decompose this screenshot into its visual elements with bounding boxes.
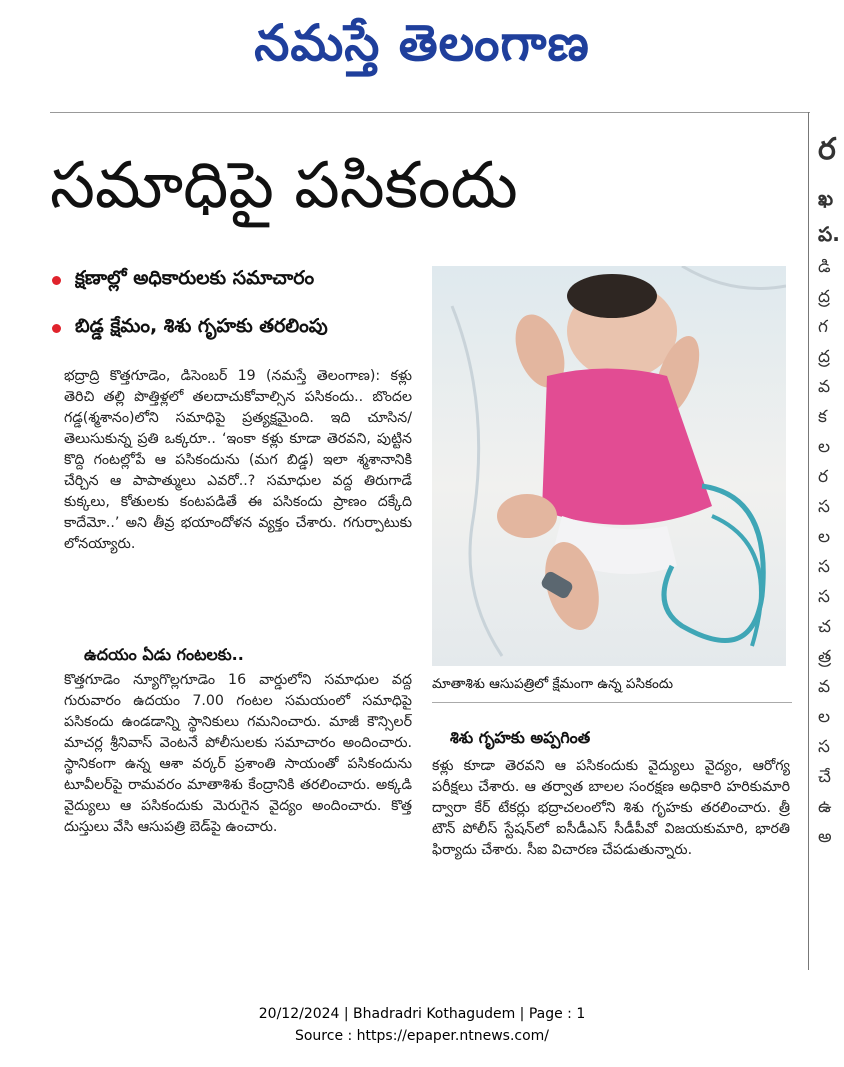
article-intro-text: భద్రాద్రి కొత్తగూడెం, డిసెంబర్ 19 (నమస్తే తెలంగాణ): కళ్లు తెరిచి తల్లి పొత్తిళ్లలో తలదాచుకోవాల్సిన పసికందు.. బొందల గడ్డ(శ్మశానం)లోని సమాధిపై ప్రత్యక్షమైంది. ఇది చూసిన/తెలుసుకున్న ప్రతి ఒక్కరూ.. ‘ఇంకా కళ్లు కూడా తెరవని, పుట్టిన కొద్ది గంటల్లోపే ఆ పసికందును (మగ బిడ్డ) ఇలా శ్మశానానికి చేర్చిన ఆ పాపాత్ములు ఎవరో..? సమాధుల వద్ద తిరుగాడే కుక్కలు, కోతులకు కంటపడితే ఈ పసికందు ప్రాణం దక్కేది కాదేమో..’ అని తీవ్ర భయాందోళన వ్యక్తం చేశారు. గగుర్పాటుకు లోనయ్యారు. xyxy=(64,368,412,552)
baby-photo xyxy=(432,266,786,666)
adjacent-text-fragment: స xyxy=(818,497,830,517)
article-para-2 xyxy=(64,670,412,946)
bullet-text: క్షణాల్లో అధికారులకు సమాచారం xyxy=(75,266,315,289)
top-divider xyxy=(50,112,810,113)
bullet-list xyxy=(52,262,422,358)
bullet-item xyxy=(52,262,422,298)
bullet-dot-icon xyxy=(52,276,61,285)
adjacent-text-fragment: ఉ xyxy=(818,797,832,817)
adjacent-subhead-fragment: ప. xyxy=(818,222,840,246)
baby-photo-illustration xyxy=(432,266,786,666)
adjacent-text-fragment: ర xyxy=(818,467,829,487)
adjacent-text-fragment: ల xyxy=(818,437,831,457)
masthead xyxy=(0,8,844,78)
adjacent-text-fragment: వ xyxy=(818,677,831,697)
adjacent-text-fragment: అ xyxy=(818,827,832,847)
adjacent-text-fragment: స xyxy=(818,557,830,577)
article-intro xyxy=(64,366,412,638)
footer-date-edition: 20/12/2024 | Bhadradri Kothagudem | Page : 1 xyxy=(258,1006,586,1022)
adjacent-text-fragment: ద్ర xyxy=(818,347,831,367)
adjacent-text-fragment: క xyxy=(818,407,827,427)
adjacent-text-fragment: ల xyxy=(818,707,831,727)
adjacent-text-fragment: ల xyxy=(818,527,831,547)
adjacent-article-strip xyxy=(818,120,844,950)
headline: సమాధిపై పసికందు xyxy=(50,149,518,223)
column-divider xyxy=(808,112,809,970)
article-para-3-text: కళ్లు కూడా తెరవని ఆ పసికందుకు వైద్యులు వైద్యం, ఆరోగ్య పరీక్షలు చేశారు. ఆ తర్వాత బాలల సంరక్షణ అధికారి హరికుమారి ద్వారా కేర్ టేకర్లు భద్రాచలంలోని శిశు గృహకు తరలించారు. త్రీ టౌన్ పోలీస్ స్టేషన్‌లో ఐసీడీఎస్ సీడీపీవో విజయకుమారి, భారతి ఫిర్యాదు చేశారు. సీఐ విచారణ చేపడుతున్నారు. xyxy=(432,758,790,858)
caption-divider xyxy=(432,702,792,703)
photo-caption: మాతాశిశు ఆసుపత్రిలో క్షేమంగా ఉన్న పసికందు xyxy=(432,676,674,692)
adjacent-subhead-fragment: ఖ xyxy=(818,186,834,210)
adjacent-text-fragment: ద్ర xyxy=(818,287,831,307)
adjacent-text-fragment: చే xyxy=(818,767,831,787)
adjacent-text-fragment: వ xyxy=(818,377,831,397)
bullet-dot-icon xyxy=(52,324,61,333)
bullet-item xyxy=(52,310,422,346)
subhead-handover: శిశు గృహకు అప్పగింత xyxy=(450,728,591,747)
footer-source: Source : https://epaper.ntnews.com/ xyxy=(294,1028,550,1044)
adjacent-headline-fragment: ర xyxy=(818,132,836,167)
bullet-text: బిడ్డ క్షేమం, శిశు గృహకు తరలింపు xyxy=(75,314,328,337)
adjacent-text-fragment: గ xyxy=(818,317,828,337)
masthead-title: నమస్తే తెలంగాణ xyxy=(254,14,590,72)
adjacent-text-fragment: స xyxy=(818,737,830,757)
subhead-morning: ఉదయం ఏడు గంటలకు.. xyxy=(84,645,244,664)
adjacent-text-fragment: చ xyxy=(818,617,831,637)
adjacent-text-fragment: త్ర xyxy=(818,647,832,667)
adjacent-text-fragment: స xyxy=(818,587,830,607)
article-para-3 xyxy=(432,756,790,946)
adjacent-text-fragment: డి xyxy=(818,257,831,277)
article-para-2-text: కొత్తగూడెం న్యూగొల్లగూడెం 16 వార్డులోని సమాధుల వద్ద గురువారం ఉదయం 7.00 గంటల సమయంలో సమాధిపై పసికందు ఉండడాన్ని స్థానికులు గమనించారు. మాజీ కౌన్సిలర్ మాచర్ల శ్రీనివాస్ వెంటనే పోలీసులకు సమాచారం అందించారు. స్థానికంగా ఉన్న ఆశా వర్కర్ ప్రశాంతి సాయంతో పసికందును టూవీలర్‌పై రామవరం మాతాశిశు కేంద్రానికి తరలించారు. అక్కడి వైద్యులు ఆ పసికందుకు మెరుగైన వైద్యం అందించారు. కొత్త దుస్తులు వేసి ఆసుపత్రి బెడ్‌పై ఉంచారు. xyxy=(64,672,412,835)
